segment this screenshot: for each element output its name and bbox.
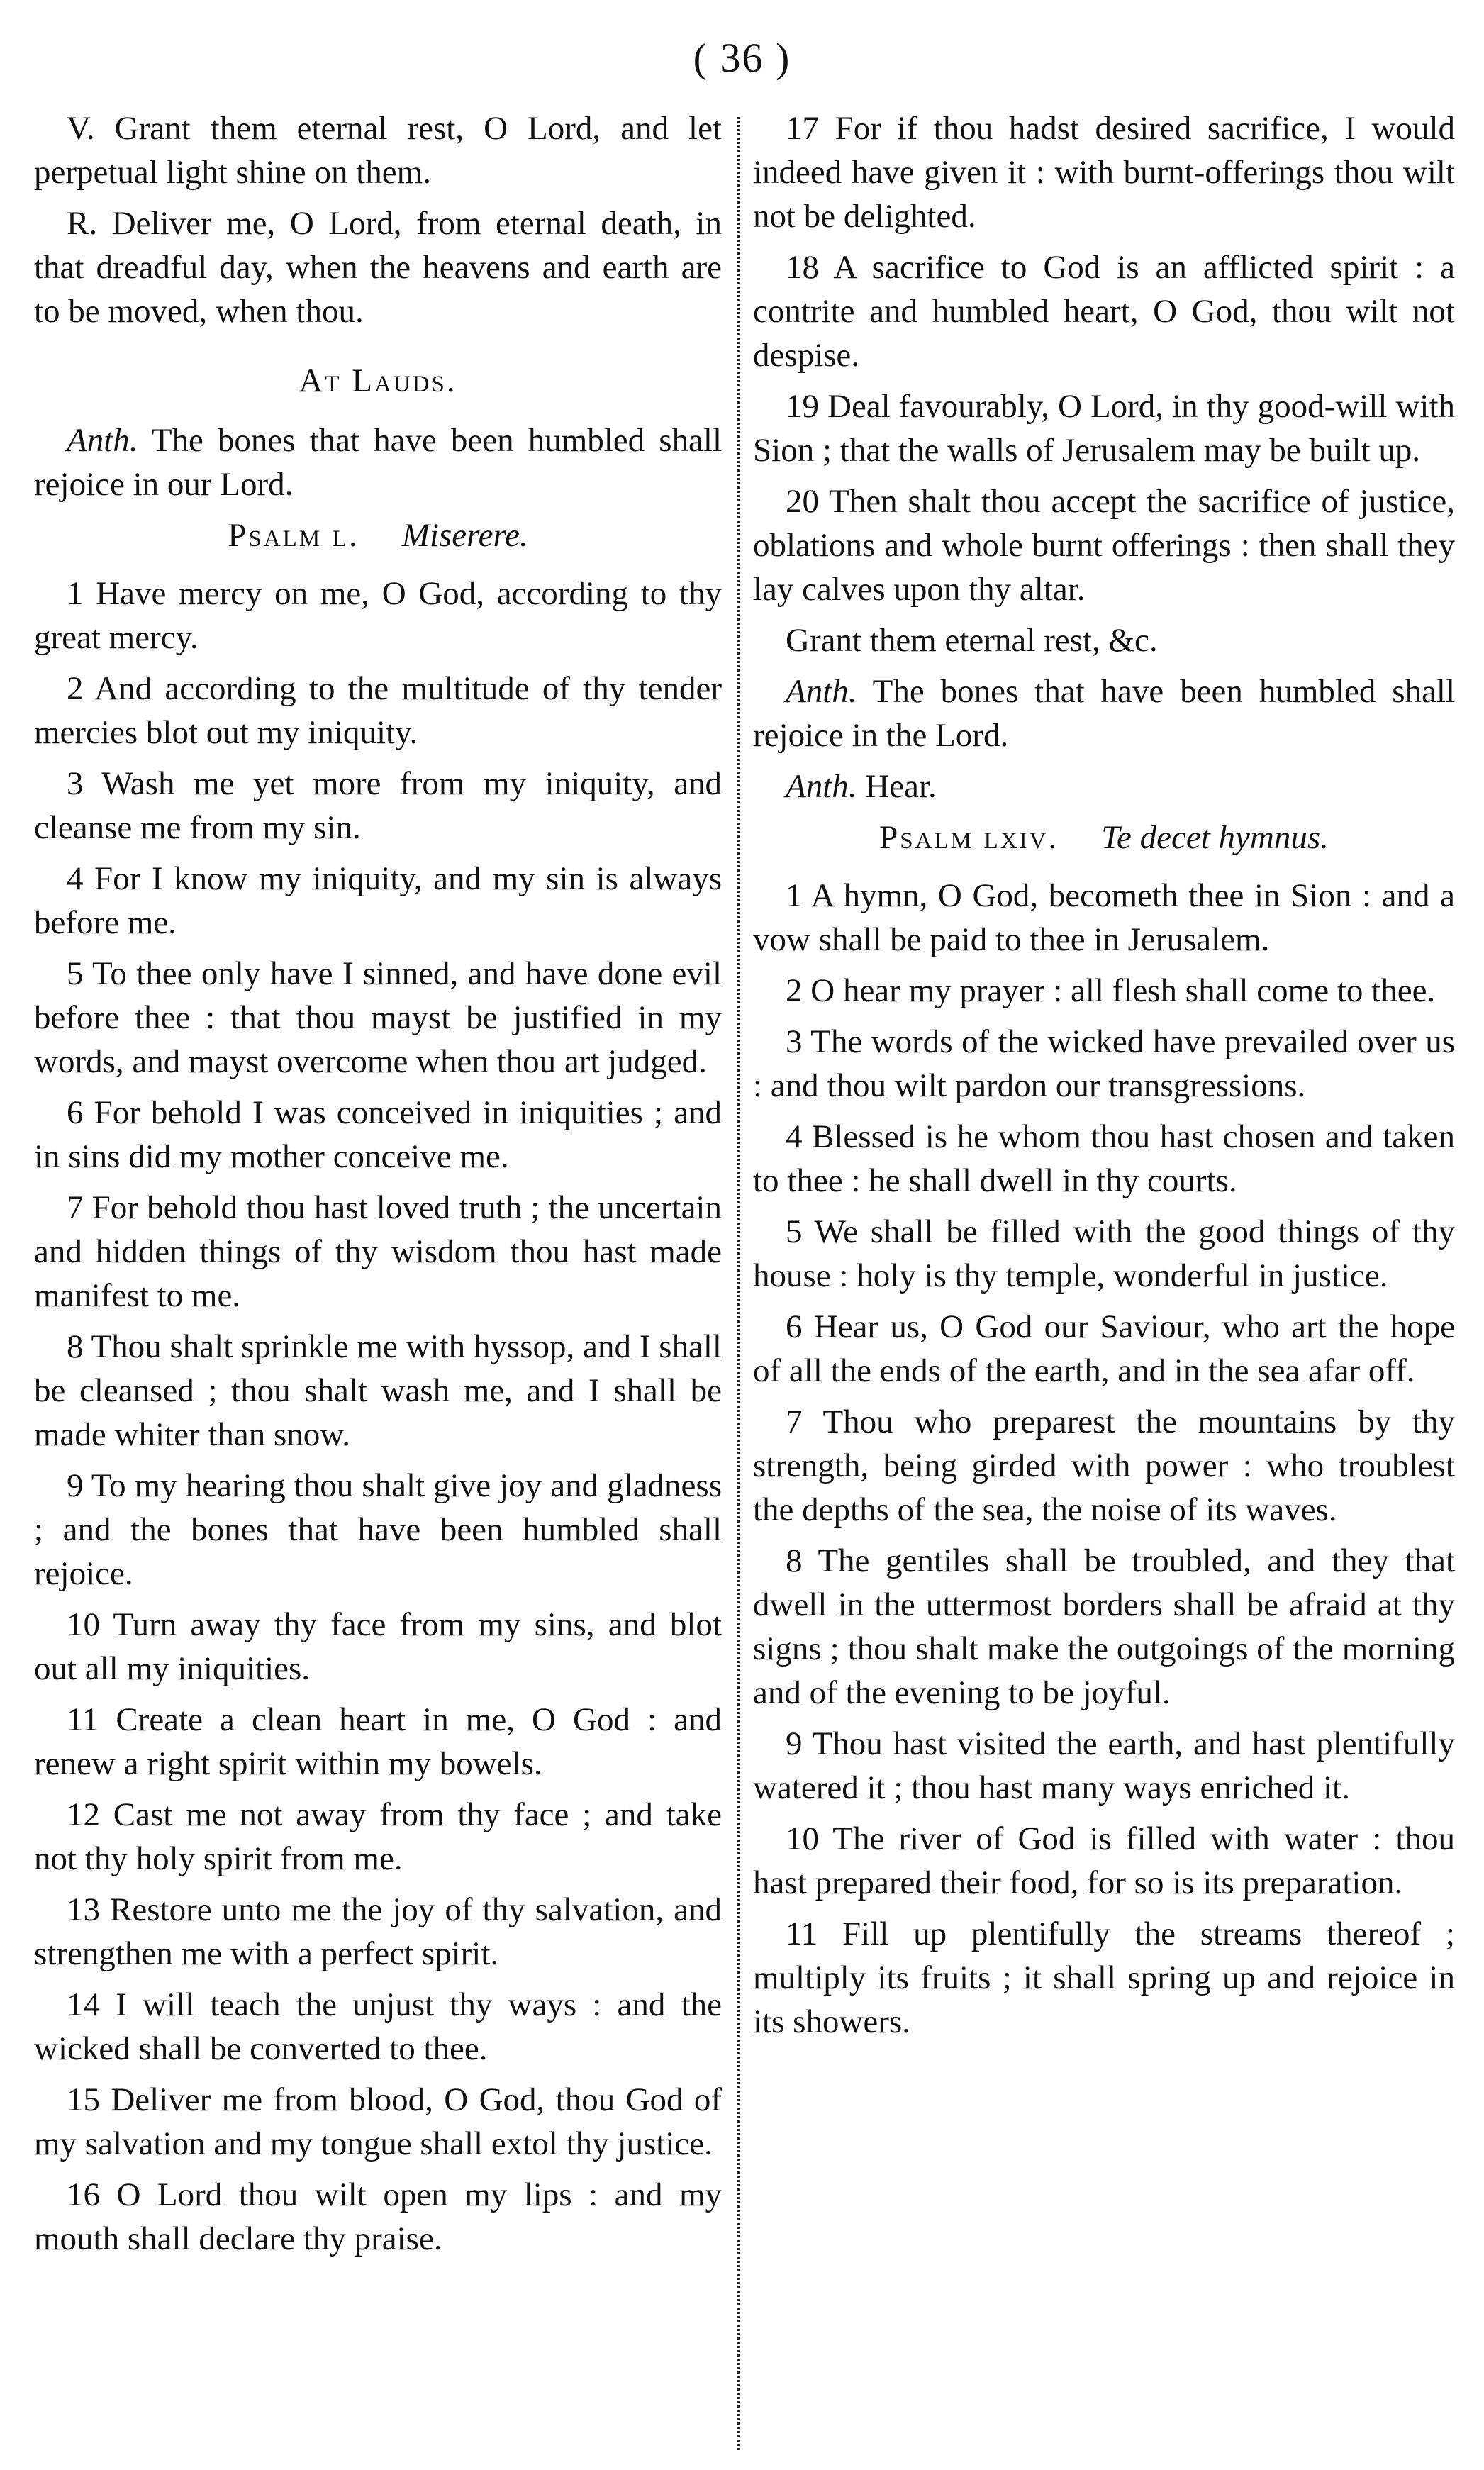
antiphon [34,418,722,506]
antiphon [753,669,1455,757]
verse: 3 Wash me yet more from my iniquity, and cleanse me from my sin. [34,765,722,846]
verse: 8 The gentiles shall be troubled, and they that dwell in the uttermost borders shall be afraid at thy signs ; thou shalt make the outgoings of the morning and of the evening to be joyful. [753,1542,1455,1711]
verse: 4 For I know my iniquity, and my sin is always before me. [34,860,722,941]
verse: 5 We shall be filled with the good things of thy house : holy is thy temple, wonderful in justice. [753,1213,1455,1294]
verse: 15 Deliver me from blood, O God, thou God of my salvation and my tongue shall extol thy justice. [34,2081,722,2162]
antiphon-label: Anth. [67,422,138,459]
antiphon-text: The bones that have been humbled shall rejoice in our Lord. [34,422,722,503]
verse: R. Deliver me, O Lord, from eternal death, in that dreadful day, when the heavens and earth are to be moved, when thou. [34,205,722,330]
verse: 14 I will teach the unjust thy ways : and the wicked shall be converted to thee. [34,1986,722,2067]
verse: 1 Have mercy on me, O God, according to thy great mercy. [34,575,722,656]
verse: 3 The words of the wicked have prevailed over us : and thou wilt pardon our transgressions. [753,1023,1455,1104]
verse: V. Grant them eternal rest, O Lord, and let perpetual light shine on them. [34,110,722,191]
antiphon-text: The bones that have been humbled shall rejoice in the Lord. [753,673,1455,754]
verse: 11 Create a clean heart in me, O God : and renew a right spirit within my bowels. [34,1701,722,1782]
psalm-heading [34,513,722,557]
psalm-number: Psalm l. [228,517,359,554]
psalm-heading [753,816,1455,860]
verse: 20 Then shalt thou accept the sacrifice of justice, oblations and whole burnt offerings : then shall they lay calves upon thy altar. [753,483,1455,608]
section-heading: At Lauds. [299,362,457,399]
antiphon-label: Anth. [786,673,857,710]
verse: 16 O Lord thou wilt open my lips : and my mouth shall declare thy praise. [34,2176,722,2257]
verse: 2 O hear my prayer : all flesh shall come to thee. [786,972,1436,1009]
verse: 9 Thou hast visited the earth, and hast plentifully watered it ; thou hast many ways enriched it. [753,1725,1455,1806]
verse: 1 A hymn, O God, becometh thee in Sion : and a vow shall be paid to thee in Jerusalem. [753,877,1455,958]
verse: 13 Restore unto me the joy of thy salvation, and strengthen me with a perfect spirit. [34,1891,722,1972]
verse: 9 To my hearing thou shalt give joy and gladness ; and the bones that have been humbled shall rejoice. [34,1467,722,1592]
page-number: ( 36 ) [693,35,791,81]
verse: 7 Thou who preparest the mountains by thy strength, being girded with power : who troublest the depths of the sea, the noise of its waves. [753,1403,1455,1528]
verse: 17 For if thou hadst desired sacrifice, I would indeed have given it : with burnt-offerings thou wilt not be delighted. [753,110,1455,235]
verse: 10 Turn away thy face from my sins, and blot out all my iniquities. [34,1606,722,1687]
verse: 18 A sacrifice to God is an afflicted spirit : a contrite and humbled heart, O God, thou wilt not despise. [753,249,1455,374]
verse: 6 For behold I was conceived in iniquities ; and in sins did my mother conceive me. [34,1094,722,1175]
verse: 4 Blessed is he whom thou hast chosen and taken to thee : he shall dwell in thy courts. [753,1118,1455,1199]
verse: 12 Cast me not away from thy face ; and take not thy holy spirit from me. [34,1796,722,1877]
psalm-number: Psalm lxiv. [879,819,1059,856]
verse: 10 The river of God is filled with water : thou hast prepared their food, for so is its preparation. [753,1820,1455,1901]
verse: 7 For behold thou hast loved truth ; the uncertain and hidden things of thy wisdom thou hast made manifest to me. [34,1189,722,1314]
right-column [753,106,1455,2447]
verse: 2 And according to the multitude of thy tender mercies blot out my iniquity. [34,670,722,751]
antiphon [753,764,1455,808]
verse: 8 Thou shalt sprinkle me with hyssop, and I shall be cleansed ; thou shalt wash me, and I shall be made whiter than snow. [34,1328,722,1453]
psalm-title: Miserere. [401,517,528,554]
verse: 19 Deal favourably, O Lord, in thy good-will with Sion ; that the walls of Jerusalem may be built up. [753,388,1455,469]
antiphon-label: Anth. [786,768,857,805]
antiphon-text: Hear. [865,768,937,805]
left-column [34,106,722,2447]
psalm-title: Te decet hymnus. [1101,819,1329,856]
verse: Grant them eternal rest, &c. [786,622,1158,659]
verse: 6 Hear us, O God our Saviour, who art the hope of all the ends of the earth, and in the sea afar off. [753,1308,1455,1389]
column-divider [737,117,740,2450]
verse: 11 Fill up plentifully the streams thereof ; multiply its fruits ; it shall spring up and rejoice in its showers. [753,1915,1455,2040]
verse: 5 To thee only have I sinned, and have done evil before thee : that thou mayst be justified in my words, and mayst overcome when thou art judged. [34,955,722,1080]
